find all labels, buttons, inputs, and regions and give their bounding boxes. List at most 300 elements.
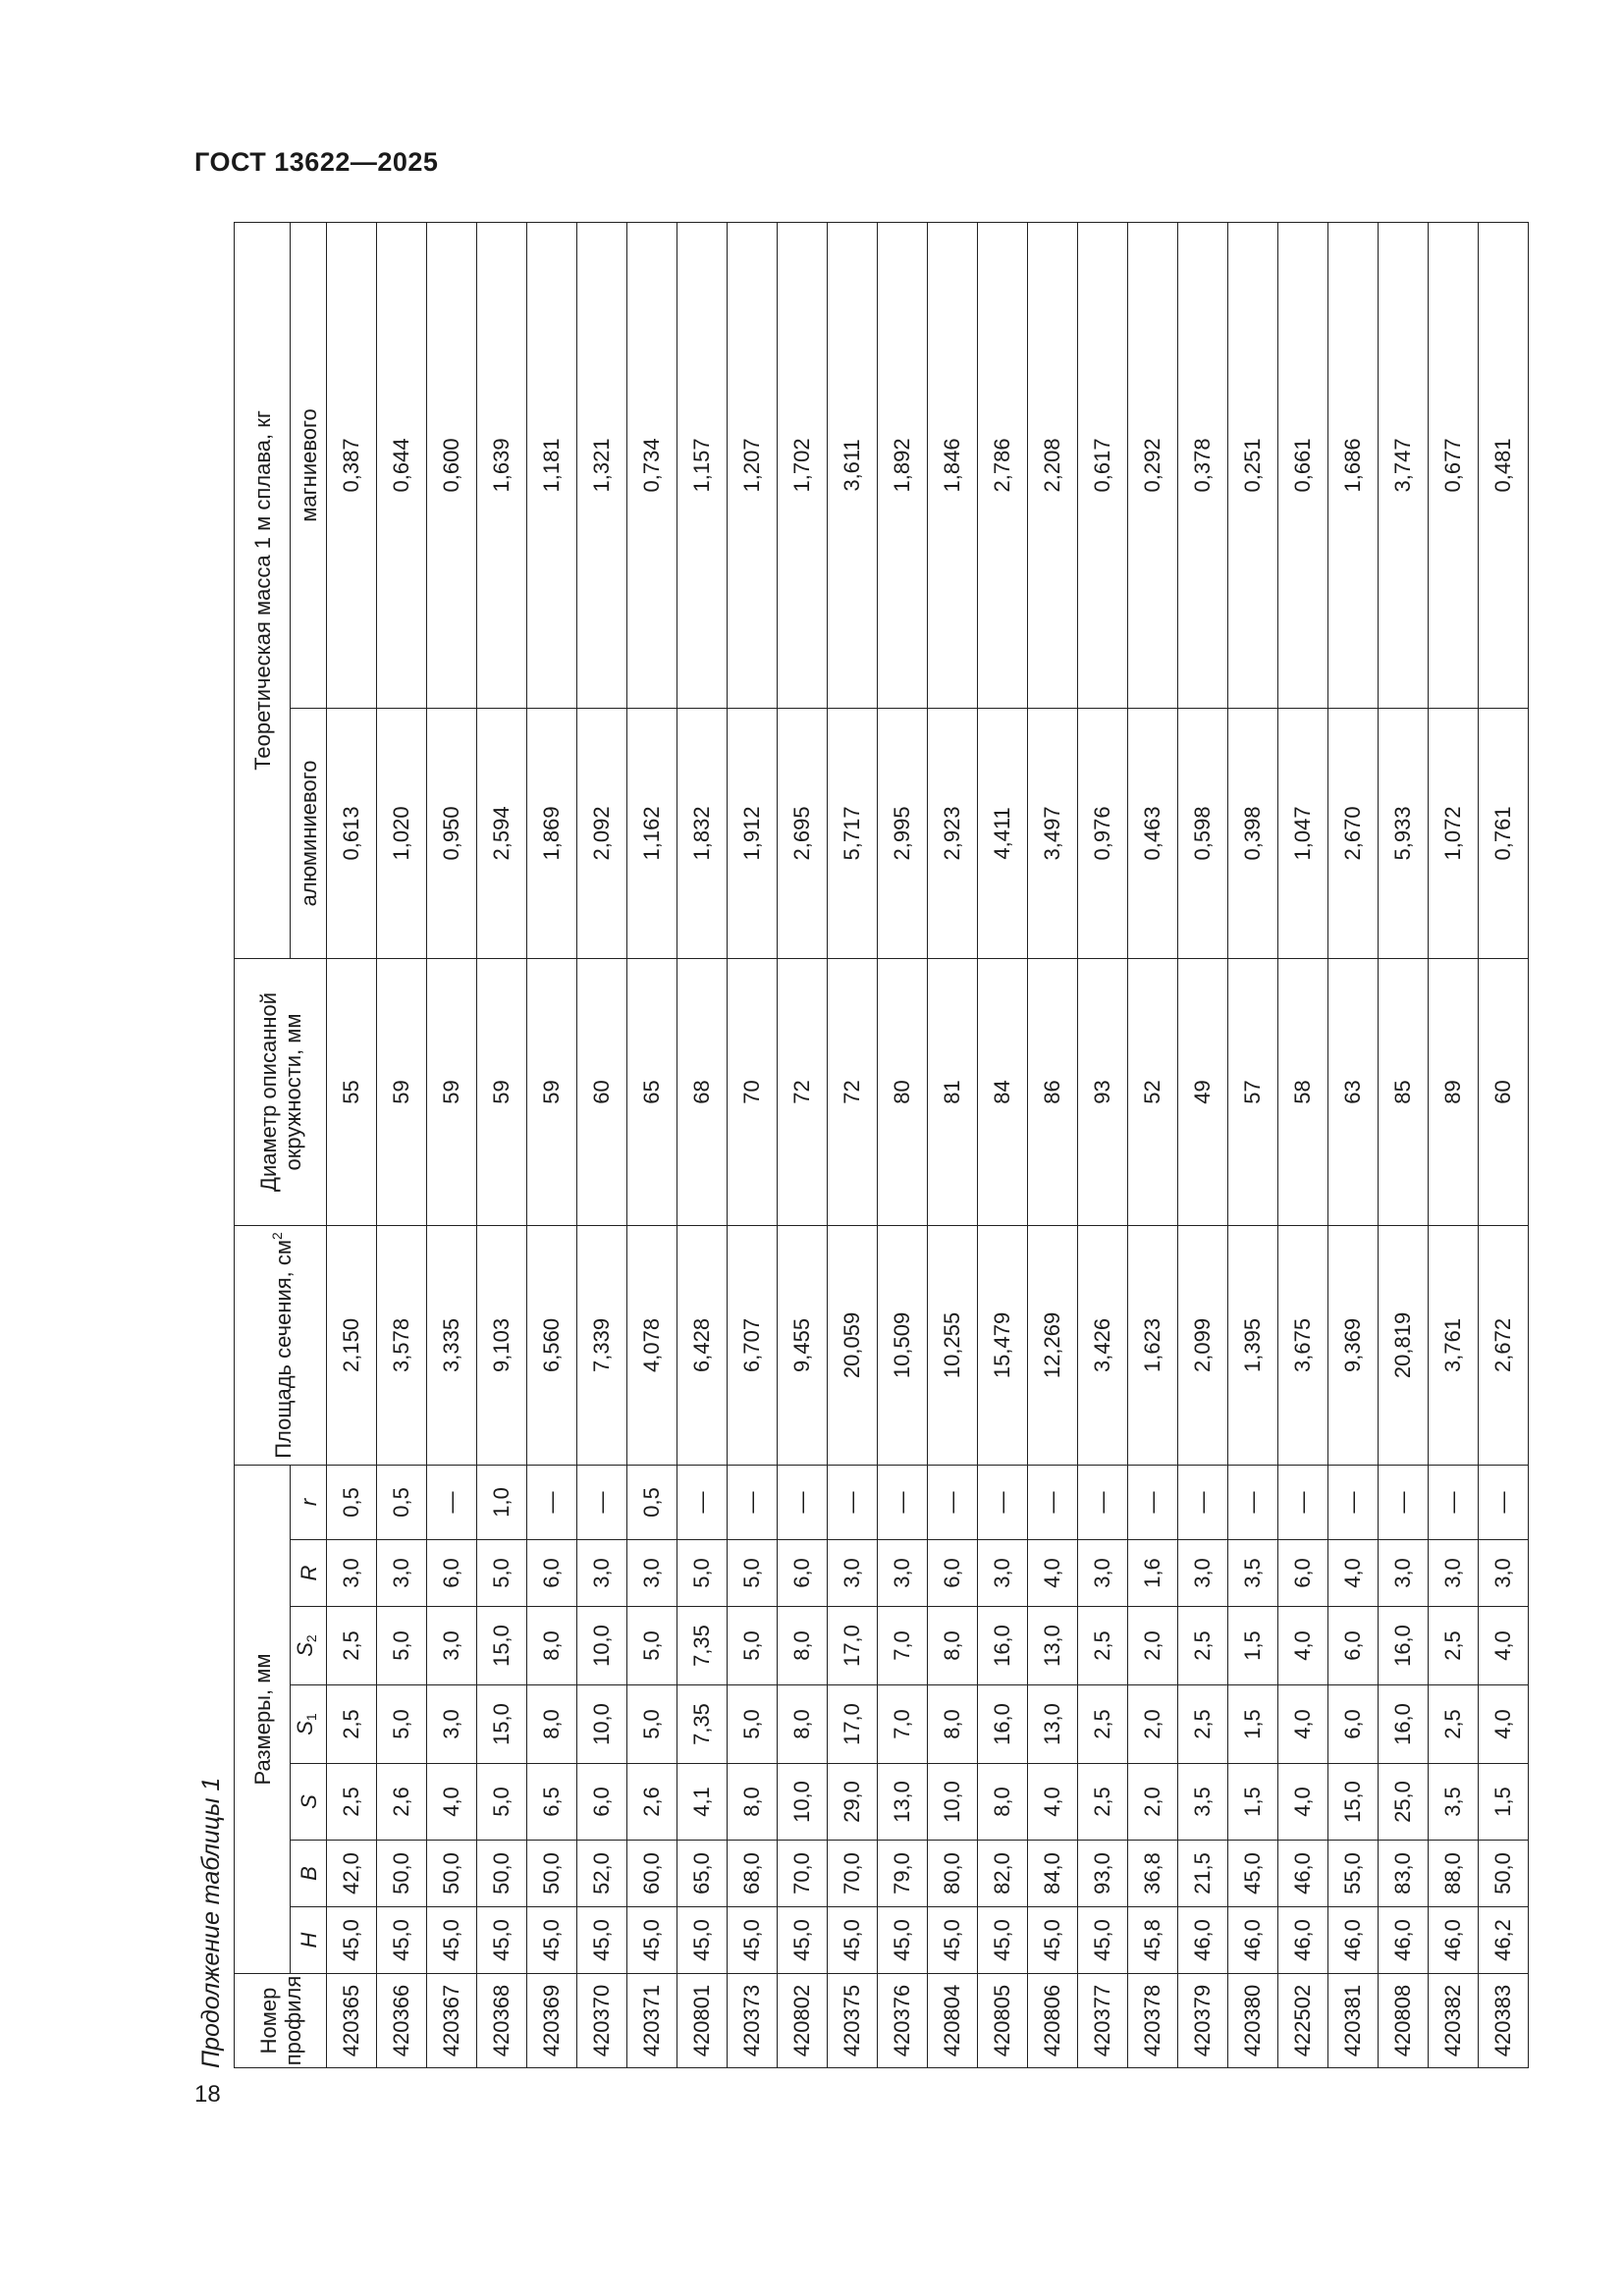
table-row (1228, 222, 1278, 2067)
cell-dim-s2: 8,0 (778, 1607, 828, 1685)
header-dim-small-r: r (291, 1465, 327, 1539)
cell-dim-h: 45,0 (928, 1907, 978, 1974)
cell-circumscribed-diameter: 59 (477, 958, 527, 1225)
cell-profile-number: 420373 (728, 1974, 778, 2068)
cell-mass-magnesium: 1,846 (928, 222, 978, 708)
cell-dim-h: 46,0 (1228, 1907, 1278, 1974)
cell-mass-aluminium: 2,670 (1328, 708, 1379, 958)
table-row (327, 222, 377, 2067)
cell-circumscribed-diameter: 89 (1429, 958, 1479, 1225)
cell-mass-magnesium: 0,251 (1228, 222, 1278, 708)
cell-dim-s1: 16,0 (978, 1685, 1028, 1764)
cell-dim-h: 46,0 (1379, 1907, 1429, 1974)
cell-dim-small-r: — (728, 1465, 778, 1539)
cell-dim-s2: 13,0 (1028, 1607, 1078, 1685)
cell-profile-number: 420380 (1228, 1974, 1278, 2068)
cell-dim-s1: 4,0 (1479, 1685, 1529, 1764)
cell-circumscribed-diameter: 86 (1028, 958, 1078, 1225)
cell-dim-b: 80,0 (928, 1841, 978, 1907)
cell-profile-number: 420369 (527, 1974, 577, 2068)
table-row (577, 222, 627, 2067)
cell-dim-s: 10,0 (778, 1764, 828, 1841)
cell-mass-aluminium: 5,717 (828, 708, 878, 958)
cell-section-area: 3,675 (1278, 1225, 1328, 1465)
cell-profile-number: 420808 (1379, 1974, 1429, 2068)
cell-dim-s1: 6,0 (1328, 1685, 1379, 1764)
cell-mass-aluminium: 3,497 (1028, 708, 1078, 958)
cell-dim-h: 45,0 (1078, 1907, 1128, 1974)
header-dim-s2 (291, 1607, 327, 1685)
cell-dim-h: 46,2 (1479, 1907, 1529, 1974)
cell-dim-small-r: — (1328, 1465, 1379, 1539)
cell-circumscribed-diameter: 70 (728, 958, 778, 1225)
cell-dim-s2: 6,0 (1328, 1607, 1379, 1685)
cell-section-area: 3,335 (427, 1225, 477, 1465)
cell-dim-s1: 8,0 (527, 1685, 577, 1764)
cell-dim-h: 45,0 (778, 1907, 828, 1974)
cell-mass-magnesium: 1,686 (1328, 222, 1379, 708)
table-row (1078, 222, 1128, 2067)
cell-dim-b: 46,0 (1278, 1841, 1328, 1907)
cell-profile-number: 420378 (1128, 1974, 1178, 2068)
cell-dim-s2: 2,0 (1128, 1607, 1178, 1685)
cell-dim-b: 84,0 (1028, 1841, 1078, 1907)
table-row (677, 222, 728, 2067)
cell-dim-h: 46,0 (1429, 1907, 1479, 1974)
cell-dim-h: 45,0 (527, 1907, 577, 1974)
cell-dim-small-r: — (1128, 1465, 1178, 1539)
cell-mass-magnesium: 1,321 (577, 222, 627, 708)
cell-dim-s: 4,0 (1278, 1764, 1328, 1841)
cell-dim-s2: 3,0 (427, 1607, 477, 1685)
cell-mass-aluminium: 0,976 (1078, 708, 1128, 958)
cell-dim-b: 21,5 (1178, 1841, 1228, 1907)
cell-mass-magnesium: 0,734 (627, 222, 677, 708)
cell-dim-b: 55,0 (1328, 1841, 1379, 1907)
table-row (1278, 222, 1328, 2067)
header-profile-number: Номер профиля (235, 1974, 327, 2068)
cell-dim-s2: 2,5 (1429, 1607, 1479, 1685)
cell-circumscribed-diameter: 55 (327, 958, 377, 1225)
header-mass-magnesium: магниевого (291, 222, 327, 708)
table-row (1328, 222, 1379, 2067)
cell-dim-small-r: — (1429, 1465, 1479, 1539)
cell-dim-s1: 3,0 (427, 1685, 477, 1764)
cell-dim-s: 13,0 (878, 1764, 928, 1841)
cell-circumscribed-diameter: 59 (377, 958, 427, 1225)
cell-section-area: 20,059 (828, 1225, 878, 1465)
table-row (928, 222, 978, 2067)
cell-profile-number: 420377 (1078, 1974, 1128, 2068)
header-dim-h: H (291, 1907, 327, 1974)
cell-mass-magnesium: 0,617 (1078, 222, 1128, 708)
cell-mass-aluminium: 0,463 (1128, 708, 1178, 958)
table-row (377, 222, 427, 2067)
cell-dim-s1: 5,0 (377, 1685, 427, 1764)
cell-section-area: 3,426 (1078, 1225, 1128, 1465)
cell-mass-aluminium: 1,162 (627, 708, 677, 958)
cell-mass-magnesium: 1,639 (477, 222, 527, 708)
cell-mass-magnesium: 0,661 (1278, 222, 1328, 708)
cell-dim-big-r: 3,0 (1479, 1540, 1529, 1607)
cell-dim-small-r: — (878, 1465, 928, 1539)
cell-dim-big-r: 1,6 (1128, 1540, 1178, 1607)
cell-dim-big-r: 3,5 (1228, 1540, 1278, 1607)
cell-dim-s: 4,0 (1028, 1764, 1078, 1841)
table-row (477, 222, 527, 2067)
header-dim-s1-subscript: 1 (303, 1713, 319, 1722)
cell-dim-s: 8,0 (728, 1764, 778, 1841)
cell-dim-s1: 15,0 (477, 1685, 527, 1764)
cell-dim-big-r: 3,0 (1078, 1540, 1128, 1607)
cell-profile-number: 420381 (1328, 1974, 1379, 2068)
cell-dim-h: 45,0 (477, 1907, 527, 1974)
cell-mass-magnesium: 0,644 (377, 222, 427, 708)
cell-dim-s2: 1,5 (1228, 1607, 1278, 1685)
cell-profile-number: 420376 (878, 1974, 928, 2068)
cell-dim-b: 70,0 (778, 1841, 828, 1907)
cell-dim-s1: 8,0 (928, 1685, 978, 1764)
cell-dim-s: 10,0 (928, 1764, 978, 1841)
cell-dim-s2: 5,0 (377, 1607, 427, 1685)
cell-section-area: 6,707 (728, 1225, 778, 1465)
cell-profile-number: 420801 (677, 1974, 728, 2068)
cell-dim-s: 2,6 (377, 1764, 427, 1841)
cell-circumscribed-diameter: 65 (627, 958, 677, 1225)
cell-dim-big-r: 6,0 (527, 1540, 577, 1607)
header-mass-aluminium: алюминиевого (291, 708, 327, 958)
cell-dim-big-r: 5,0 (677, 1540, 728, 1607)
cell-circumscribed-diameter: 52 (1128, 958, 1178, 1225)
cell-dim-s1: 17,0 (828, 1685, 878, 1764)
cell-profile-number: 420805 (978, 1974, 1028, 2068)
table-row (1479, 222, 1529, 2067)
cell-mass-magnesium: 1,892 (878, 222, 928, 708)
cell-mass-magnesium: 0,600 (427, 222, 477, 708)
cell-circumscribed-diameter: 93 (1078, 958, 1128, 1225)
cell-dim-s1: 2,5 (1429, 1685, 1479, 1764)
table-caption: Продолжение таблицы 1 (197, 1777, 225, 2068)
header-dimensions: Размеры, мм (235, 1465, 291, 1973)
cell-dim-big-r: 3,0 (577, 1540, 627, 1607)
cell-section-area: 6,560 (527, 1225, 577, 1465)
cell-dim-h: 45,8 (1128, 1907, 1178, 1974)
cell-dim-small-r: — (427, 1465, 477, 1539)
cell-dim-s1: 7,35 (677, 1685, 728, 1764)
cell-dim-s1: 1,5 (1228, 1685, 1278, 1764)
cell-dim-s2: 2,5 (1178, 1607, 1228, 1685)
cell-dim-s: 4,1 (677, 1764, 728, 1841)
cell-dim-h: 45,0 (878, 1907, 928, 1974)
header-dim-s: S (291, 1764, 327, 1841)
cell-dim-big-r: 4,0 (1028, 1540, 1078, 1607)
cell-dim-h: 45,0 (427, 1907, 477, 1974)
cell-section-area: 1,395 (1228, 1225, 1278, 1465)
cell-mass-aluminium: 1,047 (1278, 708, 1328, 958)
cell-dim-big-r: 4,0 (1328, 1540, 1379, 1607)
cell-dim-s: 2,5 (327, 1764, 377, 1841)
cell-dim-big-r: 6,0 (427, 1540, 477, 1607)
cell-dim-h: 46,0 (1278, 1907, 1328, 1974)
cell-dim-s1: 4,0 (1278, 1685, 1328, 1764)
cell-dim-s: 8,0 (978, 1764, 1028, 1841)
cell-dim-s2: 4,0 (1479, 1607, 1529, 1685)
cell-dim-h: 46,0 (1178, 1907, 1228, 1974)
cell-dim-s: 2,6 (627, 1764, 677, 1841)
cell-dim-big-r: 3,0 (828, 1540, 878, 1607)
table-row (427, 222, 477, 2067)
cell-section-area: 9,455 (778, 1225, 828, 1465)
table-row (978, 222, 1028, 2067)
cell-dim-s2: 15,0 (477, 1607, 527, 1685)
cell-circumscribed-diameter: 84 (978, 958, 1028, 1225)
cell-mass-magnesium: 0,677 (1429, 222, 1479, 708)
cell-mass-aluminium: 1,020 (377, 708, 427, 958)
cell-mass-magnesium: 1,181 (527, 222, 577, 708)
cell-dim-s2: 16,0 (1379, 1607, 1429, 1685)
cell-circumscribed-diameter: 59 (427, 958, 477, 1225)
cell-dim-b: 50,0 (377, 1841, 427, 1907)
cell-dim-s2: 7,35 (677, 1607, 728, 1685)
cell-section-area: 2,672 (1479, 1225, 1529, 1465)
table-row (1379, 222, 1429, 2067)
table-body (327, 222, 1529, 2067)
cell-dim-b: 50,0 (1479, 1841, 1529, 1907)
cell-profile-number: 420802 (778, 1974, 828, 2068)
cell-dim-s1: 5,0 (728, 1685, 778, 1764)
cell-dim-b: 50,0 (427, 1841, 477, 1907)
cell-dim-s1: 2,0 (1128, 1685, 1178, 1764)
cell-dim-s: 3,5 (1429, 1764, 1479, 1841)
cell-dim-b: 50,0 (477, 1841, 527, 1907)
cell-mass-magnesium: 0,481 (1479, 222, 1529, 708)
cell-mass-magnesium: 1,157 (677, 222, 728, 708)
cell-section-area: 7,339 (577, 1225, 627, 1465)
cell-dim-s2: 8,0 (527, 1607, 577, 1685)
cell-dim-s2: 7,0 (878, 1607, 928, 1685)
cell-dim-small-r: — (527, 1465, 577, 1539)
cell-profile-number: 420366 (377, 1974, 427, 2068)
cell-mass-aluminium: 0,950 (427, 708, 477, 958)
cell-dim-big-r: 6,0 (778, 1540, 828, 1607)
cell-mass-aluminium: 2,995 (878, 708, 928, 958)
cell-dim-b: 79,0 (878, 1841, 928, 1907)
header-theoretical-mass: Теоретическая масса 1 м сплава, кг (235, 222, 291, 958)
cell-dim-big-r: 3,0 (327, 1540, 377, 1607)
cell-dim-s1: 2,5 (327, 1685, 377, 1764)
header-dim-b: B (291, 1841, 327, 1907)
cell-dim-big-r: 5,0 (728, 1540, 778, 1607)
cell-dim-s: 2,0 (1128, 1764, 1178, 1841)
cell-section-area: 3,761 (1429, 1225, 1479, 1465)
cell-dim-b: 36,8 (1128, 1841, 1178, 1907)
cell-dim-h: 45,0 (577, 1907, 627, 1974)
page-number: 18 (194, 2081, 221, 2108)
cell-circumscribed-diameter: 68 (677, 958, 728, 1225)
cell-mass-aluminium: 1,072 (1429, 708, 1479, 958)
cell-dim-big-r: 3,0 (878, 1540, 928, 1607)
cell-dim-small-r: — (778, 1465, 828, 1539)
cell-mass-aluminium: 5,933 (1379, 708, 1429, 958)
cell-mass-aluminium: 0,598 (1178, 708, 1228, 958)
cell-profile-number: 420365 (327, 1974, 377, 2068)
cell-dim-s: 25,0 (1379, 1764, 1429, 1841)
cell-dim-small-r: — (1028, 1465, 1078, 1539)
cell-dim-s2: 17,0 (828, 1607, 878, 1685)
cell-profile-number: 420367 (427, 1974, 477, 2068)
header-dim-s1 (291, 1685, 327, 1764)
cell-circumscribed-diameter: 59 (527, 958, 577, 1225)
cell-section-area: 4,078 (627, 1225, 677, 1465)
cell-dim-small-r: — (928, 1465, 978, 1539)
cell-circumscribed-diameter: 63 (1328, 958, 1379, 1225)
cell-dim-b: 50,0 (527, 1841, 577, 1907)
cell-circumscribed-diameter: 72 (778, 958, 828, 1225)
cell-mass-aluminium: 0,761 (1479, 708, 1529, 958)
cell-dim-b: 45,0 (1228, 1841, 1278, 1907)
cell-dim-h: 45,0 (677, 1907, 728, 1974)
cell-dim-s1: 2,5 (1078, 1685, 1128, 1764)
cell-mass-aluminium: 0,613 (327, 708, 377, 958)
cell-section-area: 10,255 (928, 1225, 978, 1465)
document-code: ГОСТ 13622—2025 (194, 147, 439, 177)
cell-dim-small-r: — (828, 1465, 878, 1539)
cell-dim-big-r: 3,0 (1379, 1540, 1429, 1607)
cell-dim-h: 45,0 (978, 1907, 1028, 1974)
cell-dim-h: 45,0 (327, 1907, 377, 1974)
cell-mass-magnesium: 2,208 (1028, 222, 1078, 708)
cell-dim-b: 70,0 (828, 1841, 878, 1907)
cell-circumscribed-diameter: 80 (878, 958, 928, 1225)
cell-dim-small-r: — (1479, 1465, 1529, 1539)
cell-section-area: 2,099 (1178, 1225, 1228, 1465)
cell-mass-aluminium: 2,695 (778, 708, 828, 958)
table-row (878, 222, 928, 2067)
cell-dim-s2: 16,0 (978, 1607, 1028, 1685)
header-dim-s1-base: S (293, 1721, 317, 1735)
cell-dim-small-r: 1,0 (477, 1465, 527, 1539)
cell-dim-s2: 8,0 (928, 1607, 978, 1685)
header-circumscribed-diameter: Диаметр описанной окружности, мм (235, 958, 327, 1225)
cell-dim-big-r: 3,0 (1429, 1540, 1479, 1607)
cell-profile-number: 420806 (1028, 1974, 1078, 2068)
cell-mass-aluminium: 2,923 (928, 708, 978, 958)
cell-dim-h: 45,0 (377, 1907, 427, 1974)
cell-dim-b: 60,0 (627, 1841, 677, 1907)
cell-profile-number: 420804 (928, 1974, 978, 2068)
profile-table (234, 222, 1529, 2068)
cell-dim-s1: 16,0 (1379, 1685, 1429, 1764)
cell-dim-s: 6,5 (527, 1764, 577, 1841)
cell-dim-b: 42,0 (327, 1841, 377, 1907)
cell-dim-s1: 13,0 (1028, 1685, 1078, 1764)
cell-dim-s: 2,5 (1078, 1764, 1128, 1841)
cell-mass-magnesium: 1,207 (728, 222, 778, 708)
cell-section-area: 3,578 (377, 1225, 427, 1465)
table-row (1178, 222, 1228, 2067)
table-row (728, 222, 778, 2067)
header-dim-s2-base: S (293, 1642, 317, 1657)
header-section-area-text: Площадь сечения, см (271, 1239, 296, 1459)
cell-circumscribed-diameter: 49 (1178, 958, 1228, 1225)
cell-mass-aluminium: 0,398 (1228, 708, 1278, 958)
rotated-table-container (194, 223, 1515, 2068)
cell-dim-h: 46,0 (1328, 1907, 1379, 1974)
cell-section-area: 2,150 (327, 1225, 377, 1465)
cell-section-area: 12,269 (1028, 1225, 1078, 1465)
cell-dim-b: 52,0 (577, 1841, 627, 1907)
cell-profile-number: 420370 (577, 1974, 627, 2068)
cell-dim-s2: 4,0 (1278, 1607, 1328, 1685)
cell-dim-s: 1,5 (1479, 1764, 1529, 1841)
table-row (1028, 222, 1078, 2067)
table-row (527, 222, 577, 2067)
cell-circumscribed-diameter: 57 (1228, 958, 1278, 1225)
cell-profile-number: 420368 (477, 1974, 527, 2068)
cell-circumscribed-diameter: 81 (928, 958, 978, 1225)
cell-circumscribed-diameter: 85 (1379, 958, 1429, 1225)
table-row (1429, 222, 1479, 2067)
cell-dim-s: 3,5 (1178, 1764, 1228, 1841)
cell-profile-number: 420379 (1178, 1974, 1228, 2068)
header-dim-s2-subscript: 2 (303, 1634, 319, 1643)
cell-section-area: 9,369 (1328, 1225, 1379, 1465)
cell-dim-h: 45,0 (1028, 1907, 1078, 1974)
cell-dim-small-r: 0,5 (627, 1465, 677, 1539)
cell-dim-small-r: — (577, 1465, 627, 1539)
cell-dim-big-r: 3,0 (377, 1540, 427, 1607)
cell-dim-small-r: — (1078, 1465, 1128, 1539)
cell-dim-s2: 5,0 (728, 1607, 778, 1685)
cell-section-area: 15,479 (978, 1225, 1028, 1465)
cell-dim-big-r: 3,0 (1178, 1540, 1228, 1607)
cell-circumscribed-diameter: 58 (1278, 958, 1328, 1225)
cell-profile-number: 420375 (828, 1974, 878, 2068)
cell-dim-b: 65,0 (677, 1841, 728, 1907)
cell-section-area: 20,819 (1379, 1225, 1429, 1465)
cell-mass-magnesium: 0,378 (1178, 222, 1228, 708)
cell-dim-s: 4,0 (427, 1764, 477, 1841)
cell-mass-magnesium: 2,786 (978, 222, 1028, 708)
cell-dim-b: 83,0 (1379, 1841, 1429, 1907)
cell-profile-number: 420383 (1479, 1974, 1529, 2068)
cell-mass-aluminium: 4,411 (978, 708, 1028, 958)
cell-dim-s: 29,0 (828, 1764, 878, 1841)
cell-dim-b: 68,0 (728, 1841, 778, 1907)
cell-dim-b: 88,0 (1429, 1841, 1479, 1907)
cell-profile-number: 422502 (1278, 1974, 1328, 2068)
cell-mass-magnesium: 3,747 (1379, 222, 1429, 708)
cell-dim-big-r: 3,0 (627, 1540, 677, 1607)
table-row (828, 222, 878, 2067)
cell-dim-h: 45,0 (627, 1907, 677, 1974)
cell-section-area: 10,509 (878, 1225, 928, 1465)
cell-dim-b: 93,0 (1078, 1841, 1128, 1907)
cell-circumscribed-diameter: 60 (1479, 958, 1529, 1225)
cell-dim-small-r: — (1379, 1465, 1429, 1539)
cell-mass-aluminium: 1,832 (677, 708, 728, 958)
cell-dim-big-r: 6,0 (928, 1540, 978, 1607)
cell-dim-small-r: — (1278, 1465, 1328, 1539)
cell-dim-small-r: — (1178, 1465, 1228, 1539)
cell-dim-small-r: — (677, 1465, 728, 1539)
cell-dim-s2: 10,0 (577, 1607, 627, 1685)
cell-mass-aluminium: 1,912 (728, 708, 778, 958)
cell-dim-s1: 8,0 (778, 1685, 828, 1764)
cell-dim-small-r: 0,5 (377, 1465, 427, 1539)
cell-dim-s: 15,0 (1328, 1764, 1379, 1841)
cell-dim-big-r: 6,0 (1278, 1540, 1328, 1607)
